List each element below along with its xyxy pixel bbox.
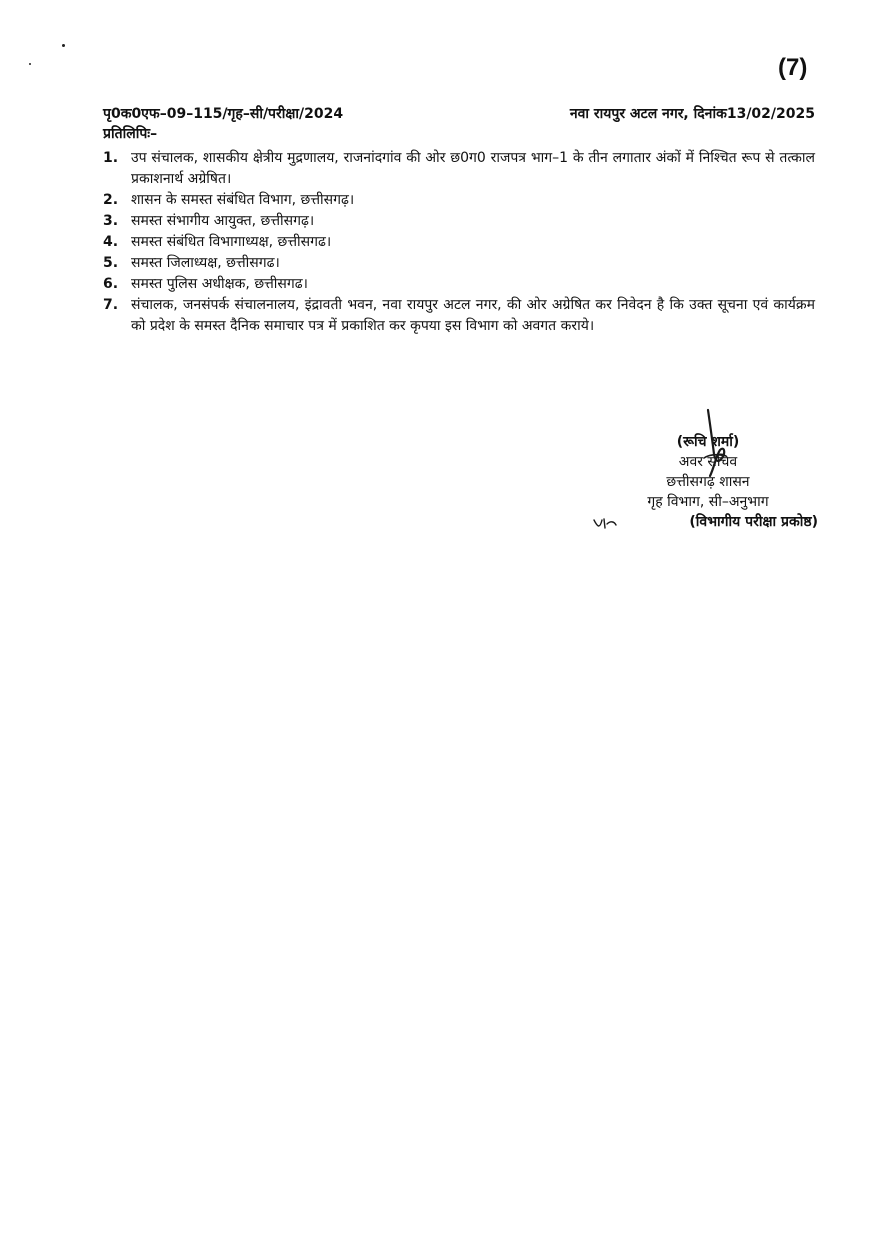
signatory-designation: अवर सचिव (678, 454, 738, 470)
list-item-text: समस्त संबंधित विभागाध्यक्ष, छत्तीसगढ। (131, 234, 332, 250)
scan-speck (62, 44, 65, 47)
handwritten-initials (592, 516, 618, 530)
list-item (103, 190, 815, 211)
list-item (103, 148, 815, 190)
reference-line (103, 104, 815, 126)
list-item-text: समस्त जिलाध्यक्ष, छत्तीसगढ। (131, 255, 280, 271)
page-number: (7) (778, 54, 808, 81)
signatory-department: गृह विभाग, सी–अनुभाग (647, 494, 769, 510)
list-item (103, 211, 815, 232)
list-item-text: संचालक, जनसंपर्क संचालनालय, इंद्रावती भवन, नवा रायपुर अटल नगर, की ओर अग्रेषित कर निवेदन है कि उक्त सूचना एवं कार्यक्रम को प्रदेश के समस्त दैनिक समाचार पत्र में प्रकाशित कर कृपया इस विभाग को अवगत कराये। (131, 297, 815, 334)
list-item-number: 4. (103, 234, 119, 250)
scan-speck (29, 63, 31, 65)
list-item-number: 2. (103, 192, 119, 208)
place-date: नवा रायपुर अटल नगर, दिनांक13/02/2025 (569, 106, 815, 122)
copy-to-heading: प्रतिलिपिः– (103, 126, 158, 142)
list-item (103, 295, 815, 337)
list-item-number: 6. (103, 276, 119, 292)
list-item-number: 5. (103, 255, 119, 271)
handwritten-signature (694, 408, 734, 478)
signatory-government: छत्तीसगढ़ शासन (666, 474, 750, 490)
list-item (103, 232, 815, 253)
list-item (103, 274, 815, 295)
signatory-cell: (विभागीय परीक्षा प्रकोष्ठ) (689, 514, 818, 530)
list-item-number: 3. (103, 213, 119, 229)
list-item (103, 253, 815, 274)
signatory-cell-line (598, 512, 818, 532)
signatory-name: (रूचि शर्मा) (676, 434, 740, 450)
list-item-number: 7. (103, 297, 119, 313)
list-item-number: 1. (103, 150, 119, 166)
reference-number: पृ0क0एफ–09–115/गृह–सी/परीक्षा/2024 (103, 106, 344, 122)
list-item-text: समस्त पुलिस अधीक्षक, छत्तीसगढ। (131, 276, 308, 292)
list-item-text: उप संचालक, शासकीय क्षेत्रीय मुद्रणालय, राजनांदगांव की ओर छ0ग0 राजपत्र भाग–1 के तीन लगातार अंकों में निश्चित रूप से तत्काल प्रकाशनार्थ अग्रेषित। (131, 150, 815, 187)
signature-block (598, 408, 818, 532)
distribution-list (103, 148, 815, 337)
list-item-text: समस्त संभागीय आयुक्त, छत्तीसगढ़। (131, 213, 315, 229)
list-item-text: शासन के समस्त संबंधित विभाग, छत्तीसगढ़। (131, 192, 355, 208)
